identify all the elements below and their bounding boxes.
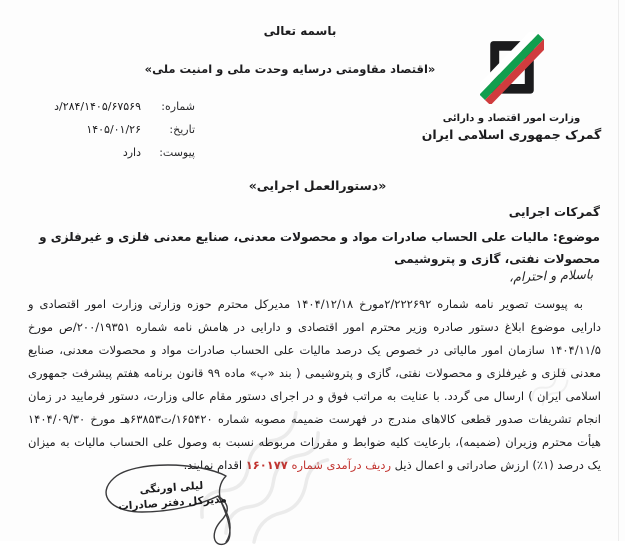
revenue-row-number: ۱۶۰۱۷۷ — [245, 458, 288, 472]
signature-title: مدیرکل دفتر صادرات — [117, 493, 228, 513]
letter-date-label: تاریخ: — [169, 123, 195, 136]
stamp-watermark-secondary — [525, 368, 580, 406]
attachment-row — [10, 146, 195, 159]
recipient-line: گمرکات اجرایی — [508, 205, 600, 219]
letter-date-row — [10, 123, 195, 136]
attachment-value: دارد — [122, 146, 141, 159]
letter-meta — [10, 100, 195, 169]
bismillah-heading: باسمه تعالی — [263, 24, 337, 38]
letter-number-value: ۲۸۴/۱۴۰۵/۶۷۵۶۹/د — [54, 100, 141, 113]
salutation-handwriting: باسلام و احترام، — [508, 266, 594, 285]
scan-edge — [618, 0, 619, 541]
attachment-label: پیوست: — [159, 146, 195, 159]
letter-number-label: شماره: — [161, 100, 195, 113]
revenue-row-red-text: ردیف درآمدی شماره — [287, 458, 392, 472]
organization-name: گمرک جمهوری اسلامی ایران — [421, 127, 602, 142]
subject-line: موضوع: مالیات علی الحساب صادرات مواد و محصولات معدنی، صنایع معدنی فلزی و غیرفلزی و محصولات نفتی، گازی و پتروشیمی — [39, 230, 600, 266]
ministry-name: وزارت امور اقتصاد و دارائی — [442, 113, 581, 124]
customs-logo-icon — [480, 32, 544, 104]
letter-date-value: ۱۴۰۵/۰۱/۲۶ — [86, 123, 141, 136]
letterhead-slogan: «اقتصاد مقاومتی درسایه وحدت ملی و امنیت ملی» — [144, 62, 436, 76]
signature-name: لیلی اورنگی — [139, 479, 204, 497]
body-text-after: اقدام نمایند. — [183, 458, 246, 472]
body-text-before: به پیوست تصویر نامه شماره ۲/۲۲۲۶۹۲مورخ ۱۴۰۴/۱۲/۱۸ مدیرکل محترم حوزه وزارتی وزارت امور اقتصادی و دارایی موضوع ابلاغ دستور صادره وزیر محترم امور اقتصادی و دارایی در هامش نامه شماره ۲۰۰/۱۹۳۵۱/ص مورخ ۱۴۰۴/۱۱/۵ سازمان امور مالیاتی در خصوص یک درصد مالیات علی الحساب صادرات مواد و محصولات معدنی، صنایع معدنی فلزی و غیرفلزی و محصولات نفتی، گازی و پتروشیمی ( بند «پ» ماده ۹۹ قانون برنامه هفتم پیشرفت جمهوری اسلامی ایران ) ارسال می گردد. با عنایت به مراتب فوق و در اجرای دستور مقام عالی وزارت، دستور فرمایید در زمان انجام تشریفات صدور قطعی کالاهای مندرج در فهرست ضمیمه مصوبه شماره ۱۶۵۴۲۰/ت۶۳۸۵۳هـ مورخ ۱۴۰۴/۰۹/۳۰ هیأت محترم وزیران (ضمیمه)، بارعایت کلیه ضوابط و مقررات مربوطه نسبت به وصول علی الحساب مالیات به میزان یک درصد (۱٪) ارزش صادراتی و اعمال ذیل — [28, 297, 602, 472]
document-title: «دستورالعمل اجرایی» — [248, 178, 387, 193]
organization-block — [414, 32, 609, 142]
letter-number-row — [10, 100, 195, 113]
